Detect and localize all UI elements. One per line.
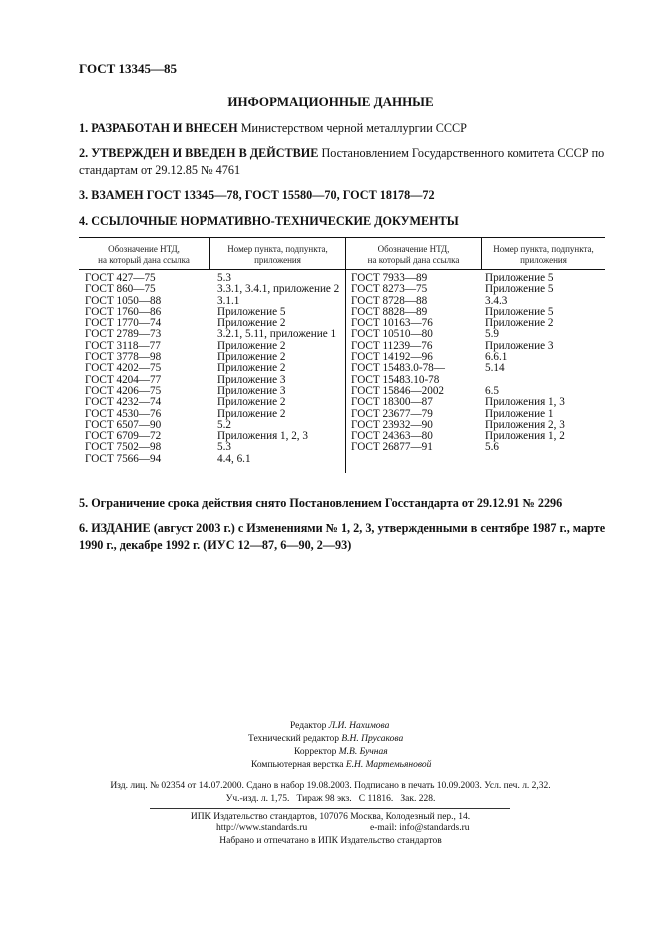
left-item-cell: Приложение 2: [217, 396, 286, 409]
publication-line-2: Уч.-изд. л. 1,75. Тираж 98 экз. С 11816. Зак. 228.: [225, 794, 436, 804]
page-title: ИНФОРМАЦИОННЫЕ ДАННЫЕ: [227, 94, 434, 109]
left-doc-cell: ГОСТ 4232—74: [85, 396, 162, 409]
right-item-cell: Приложение 3: [485, 339, 554, 352]
right-doc-cell: ГОСТ 10163—76: [351, 317, 433, 330]
right-item-cell: 5.6: [485, 441, 499, 454]
publisher-url[interactable]: http://www.standards.ru: [216, 823, 308, 833]
credits-block: [290, 720, 389, 733]
section-3: [79, 187, 435, 204]
section-5-number: 5.: [79, 496, 89, 510]
section-1-number: 1.: [79, 121, 89, 135]
right-item-cell: Приложение 1: [485, 407, 554, 420]
left-doc-cell: ГОСТ 3118—77: [85, 339, 161, 352]
left-item-cell: Приложения 1, 2, 3: [217, 430, 308, 443]
right-item-cell: 3.4.3: [485, 294, 508, 307]
right-item-cell: Приложения 1, 3: [485, 396, 565, 409]
left-item-cell: Приложение 2: [217, 351, 286, 364]
right-doc-cell: ГОСТ 7933—89: [351, 272, 428, 284]
imprint-divider: [150, 808, 510, 809]
left-item-cell: Приложение 2: [217, 362, 286, 375]
credit-corrector: Корректор М.В. Бучная: [294, 747, 388, 757]
section-4-lead: ССЫЛОЧНЫЕ НОРМАТИВНО-ТЕХНИЧЕСКИЕ ДОКУМЕНТЫ: [91, 214, 459, 228]
section-5: [79, 495, 562, 512]
left-item-cell: Приложение 3: [217, 384, 286, 397]
left-doc-cell: ГОСТ 1050—88: [85, 294, 162, 307]
right-item-cell: 5.9: [485, 328, 499, 341]
right-items-column: [485, 273, 565, 454]
right-doc-cell: ГОСТ 23932—90: [351, 418, 433, 431]
left-doc-cell: ГОСТ 6507—90: [85, 418, 162, 431]
left-item-cell: Приложение 2: [217, 339, 286, 352]
right-doc-cell: ГОСТ 15846—2002: [351, 384, 445, 397]
section-1: [79, 120, 467, 137]
right-item-cell: 5.14: [485, 362, 505, 375]
right-item-cell: Приложение 5: [485, 305, 554, 318]
left-item-cell: 5.3: [217, 272, 231, 284]
section-2-text: Постановлением Государственного комитета СССР по стандартам от 29.12.85 № 4761: [79, 146, 605, 177]
right-item-cell: Приложения 1, 2: [485, 430, 565, 443]
left-doc-cell: ГОСТ 7502—98: [85, 441, 162, 454]
right-doc-cell: ГОСТ 10510—80: [351, 328, 433, 341]
section-2: [79, 145, 619, 179]
section-5-text: Ограничение срока действия снято Постановлением Госстандарта от 29.12.91 № 2296: [91, 496, 563, 510]
header-right-item: Номер пункта, подпункта, приложения: [493, 244, 594, 265]
section-4-number: 4.: [79, 214, 89, 228]
left-doc-cell: ГОСТ 1760—86: [85, 305, 162, 318]
section-3-number: 3.: [79, 188, 89, 202]
left-doc-cell: ГОСТ 1770—74: [85, 317, 162, 330]
right-doc-cell: ГОСТ 26877—91: [351, 441, 433, 454]
credit-layout: Компьютерная верстка Е.Н. Мартемьяновой: [251, 760, 432, 770]
left-item-cell: Приложение 2: [217, 317, 286, 330]
right-doc-cell: ГОСТ 15483.0-78—: [351, 362, 445, 375]
section-3-lead: ВЗАМЕН ГОСТ 13345—78, ГОСТ 15580—70, ГОСТ 18178—72: [91, 188, 435, 202]
right-item-cell: Приложение 5: [485, 283, 554, 296]
section-6-text: (август 2003 г.) с Изменениями № 1, 2, 3, утвержденными в сентябре 1987 г., марте 1990 г., декабре 1992 г. (ИУС 12—87, 6—90, 2—93): [79, 521, 606, 552]
section-6-lead: ИЗДАНИЕ: [91, 521, 151, 535]
right-docs-column: [351, 273, 445, 454]
left-item-cell: 4.4, 6.1: [217, 452, 251, 465]
right-doc-cell: ГОСТ 18300—87: [351, 396, 433, 409]
section-1-text: Министерством черной металлургии СССР: [237, 121, 467, 135]
left-item-cell: Приложение 3: [217, 373, 286, 386]
table-top-rule: [79, 237, 605, 238]
left-item-cell: 5.2: [217, 418, 231, 431]
left-doc-cell: ГОСТ 4202—75: [85, 362, 162, 375]
header-left-doc: Обозначение НТД, на который дана ссылка: [98, 244, 190, 265]
left-doc-cell: ГОСТ 4204—77: [85, 373, 162, 386]
publisher-email[interactable]: e-mail: info@standards.ru: [370, 823, 470, 833]
left-item-cell: 3.1.1: [217, 294, 240, 307]
credit-editor: Редактор Л.И. Нахимова: [290, 721, 390, 731]
right-item-cell: Приложения 2, 3: [485, 418, 565, 431]
right-doc-cell: ГОСТ 8273—75: [351, 283, 428, 296]
right-doc-cell: ГОСТ 15483.10-78: [351, 373, 440, 386]
publication-line-1: Изд. лиц. № 02354 от 14.07.2000. Сдано в набор 19.08.2003. Подписано в печать 10.09.2003. Усл. печ. л. 2,32.: [110, 781, 551, 791]
credit-tech-editor: Технический редактор В.Н. Прусакова: [248, 734, 404, 744]
printed-by-line: Набрано и отпечатано в ИПК Издательство стандартов: [219, 836, 442, 846]
left-doc-cell: ГОСТ 860—75: [85, 283, 156, 296]
left-doc-cell: ГОСТ 6709—72: [85, 430, 162, 443]
left-item-cell: 3.2.1, 5.11, приложение 1: [217, 328, 337, 341]
doc-code-header: ГОСТ 13345—85: [79, 61, 178, 76]
publisher-address: ИПК Издательство стандартов, 107076 Москва, Колодезный пер., 14.: [190, 812, 471, 822]
left-doc-cell: ГОСТ 4206—75: [85, 384, 162, 397]
reference-docs-table: [79, 237, 605, 473]
section-4: [79, 213, 459, 230]
right-item-cell: Приложение 2: [485, 317, 554, 330]
right-doc-cell: ГОСТ 8828—89: [351, 305, 428, 318]
right-item-cell: 6.6.1: [485, 351, 508, 364]
right-doc-cell: ГОСТ 8728—88: [351, 294, 428, 307]
right-doc-cell: ГОСТ 23677—79: [351, 407, 433, 420]
right-item-cell: Приложение 5: [485, 272, 554, 284]
left-docs-column: [85, 273, 161, 465]
left-item-cell: 3.3.1, 3.4.1, приложение 2: [217, 283, 340, 296]
right-doc-cell: ГОСТ 11239—76: [351, 339, 433, 352]
section-1-lead: РАЗРАБОТАН И ВНЕСЕН: [91, 121, 238, 135]
right-doc-cell: ГОСТ 24363—80: [351, 430, 433, 443]
left-item-cell: 5.3: [217, 441, 231, 454]
left-item-cell: Приложение 5: [217, 305, 286, 318]
right-doc-cell: ГОСТ 14192—96: [351, 351, 433, 364]
header-left-item: Номер пункта, подпункта, приложения: [227, 244, 328, 265]
left-items-column: [217, 273, 339, 465]
left-doc-cell: ГОСТ 427—75: [85, 272, 156, 284]
table-vline-2: [345, 237, 346, 473]
table-header-rule: [79, 269, 605, 270]
left-doc-cell: ГОСТ 4530—76: [85, 407, 162, 420]
left-item-cell: Приложение 2: [217, 407, 286, 420]
section-6-number: 6.: [79, 521, 89, 535]
section-2-number: 2.: [79, 146, 89, 160]
left-doc-cell: ГОСТ 2789—73: [85, 328, 162, 341]
section-6: [79, 520, 619, 554]
section-2-lead: УТВЕРЖДЕН И ВВЕДЕН В ДЕЙСТВИЕ: [91, 146, 319, 160]
left-doc-cell: ГОСТ 3778—98: [85, 351, 162, 364]
right-item-cell: 6.5: [485, 384, 499, 397]
header-right-doc: Обозначение НТД, на который дана ссылка: [367, 244, 460, 265]
left-doc-cell: ГОСТ 7566—94: [85, 452, 162, 465]
